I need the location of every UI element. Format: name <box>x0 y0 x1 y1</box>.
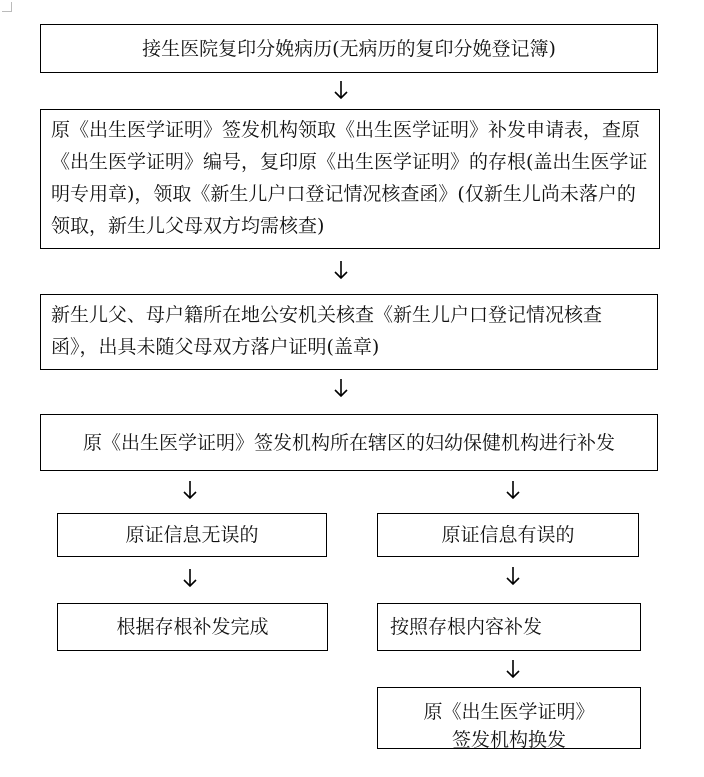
arrow-down-icon <box>333 80 349 100</box>
arrow-down-icon <box>505 659 521 679</box>
arrow-down-icon <box>182 480 198 500</box>
right-result-box <box>377 687 641 749</box>
arrow-down-icon <box>505 480 521 500</box>
right-condition-box <box>377 513 639 557</box>
left-result-box <box>57 603 328 651</box>
page-corner-mark <box>2 2 12 12</box>
right-condition-text: 原证信息有误的 <box>441 524 575 546</box>
left-condition-text: 原证信息无误的 <box>125 524 259 546</box>
arrow-down-icon <box>182 568 198 588</box>
arrow-down-icon <box>333 378 349 398</box>
right-result-line-1: 原《出生医学证明》 <box>423 701 595 723</box>
step-4-text: 原《出生医学证明》签发机构所在辖区的妇幼保健机构进行补发 <box>82 431 615 454</box>
left-result-text: 根据存根补发完成 <box>116 616 269 638</box>
arrow-down-icon <box>505 566 521 586</box>
step-2-box <box>40 109 660 249</box>
right-result-line-2: 签发机构换发 <box>451 729 566 749</box>
step-4-box <box>40 414 658 471</box>
step-1-box <box>40 24 658 73</box>
arrow-down-icon <box>333 260 349 280</box>
step-3-text: 新生儿父、母户籍所在地公安机关核查《新生儿户口登记情况核查函》，出具未随父母双方落户证明(盖章) <box>51 304 603 358</box>
step-1-text: 接生医院复印分娩病历(无病历的复印分娩登记簿) <box>142 37 556 60</box>
step-2-text: 原《出生医学证明》签发机构领取《出生医学证明》补发申请表，查原《出生医学证明》编号，复印原《出生医学证明》的存根(盖出生医学证明专用章)，领取《新生儿户口登记情况核查函》(仅新生儿尚未落户的领取，新生儿父母双方均需核查) <box>51 119 648 237</box>
step-3-box <box>40 294 658 370</box>
left-condition-box <box>57 513 327 557</box>
right-action-box <box>377 603 641 651</box>
right-action-text: 按照存根内容补发 <box>390 616 543 638</box>
